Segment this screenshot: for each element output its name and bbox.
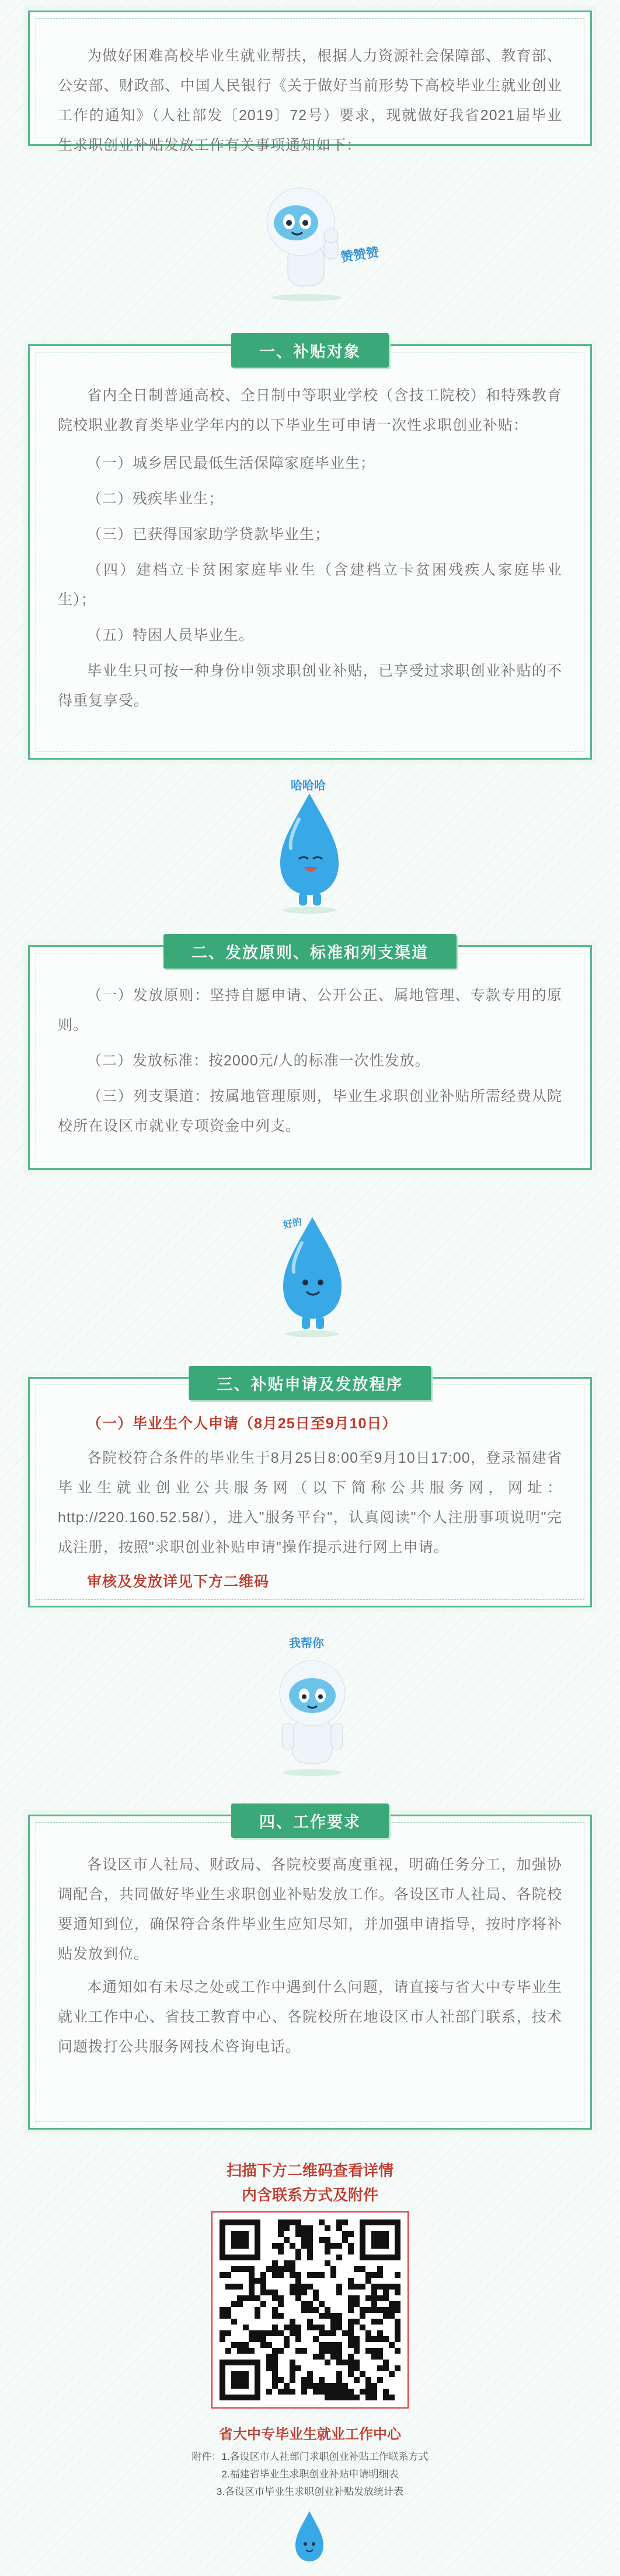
section-2-title: 二、发放原则、标准和列支渠道 [163, 934, 457, 969]
section-1-item-3: （三）已获得国家助学贷款毕业生； [87, 526, 330, 543]
section-3-box [28, 1377, 592, 1607]
section-1-box [28, 344, 592, 760]
mascot-1-caption: 赞赞赞 [339, 244, 380, 265]
section-2-item-1: （一）发放原则：坚持自愿申请、公开公正、属地管理、专款专用的原则。 [58, 987, 562, 1033]
section-2-box [28, 945, 592, 1170]
qr-code-icon [220, 2220, 400, 2400]
drop-mascot-icon [257, 790, 362, 918]
drop-mascot-2 [257, 776, 362, 916]
drop-mascot-bottom [286, 2509, 333, 2567]
section-3-body: 各院校符合条件的毕业生于8月25日8:00至9月10日17:00，登录福建省毕业生就业创业公共服务网（以下简称公共服务网，网址：http://220.160.52.58/），进入"服务平台"，认真阅读"个人注册事项说明"完成注册，按照"求职创业补贴申请"操作提示进行网上申请。 [58, 1450, 562, 1556]
section-4-p2: 本通知如有未尽之处或工作中遇到什么问题，请直接与省大中专毕业生就业工作中心、省技工教育中心、各院校所在地设区市人社部门联系，技术问题拨打公共服务网技术咨询电话。 [58, 1979, 562, 2055]
section-4-content [58, 1850, 562, 2062]
section-3-content [58, 1409, 562, 1597]
qr-org: 省大中专毕业生就业工作中心 [219, 2427, 401, 2442]
section-1-item-1: （一）城乡居民最低生活保障家庭毕业生； [87, 455, 376, 471]
qr-code[interactable] [211, 2211, 409, 2409]
section-1-item-5: （五）特困人员毕业生。 [87, 627, 255, 644]
section-2-content [58, 981, 562, 1141]
mascot-3-caption: 好的 [282, 1217, 303, 1231]
mascot-2-caption: 哈哈哈 [291, 780, 326, 792]
qr-attachment-1: 附件：1.各设区市人社部门求职创业补贴工作联系方式 [191, 2451, 429, 2462]
section-1-lead: 省内全日制普通高校、全日制中等职业学校（含技工院校）和特殊教育院校职业教育类毕业学年内的以下毕业生可申请一次性求职创业补贴： [58, 387, 562, 434]
robot-mascot-4 [260, 1634, 365, 1780]
section-1-item-4: （四）建档立卡贫困家庭毕业生（含建档立卡贫困残疾人家庭毕业生）； [58, 562, 562, 608]
qr-heading-1: 扫描下方二维码查看详情 [226, 2162, 393, 2179]
section-4-title: 四、工作要求 [231, 1803, 389, 1838]
qr-attachment-3: 3.各设区市毕业生求职创业补贴发放统计表 [216, 2486, 404, 2497]
robot-mascot-icon [231, 175, 394, 303]
section-4-p1: 各设区市人社局、财政局、各院校要高度重视，明确任务分工，加强协调配合，共同做好毕业生求职创业补贴发放工作。各设区市人社局、各院校要通知到位，确保符合条件毕业生应知尽知，并加强申请指导，按时序将补贴发放到位。 [58, 1857, 562, 1962]
section-3-subhead: （一）毕业生个人申请（8月25日至9月10日） [87, 1415, 398, 1432]
section-3-footer: 审核及发放详见下方二维码 [87, 1574, 270, 1590]
drop-mascot-icon [286, 2509, 333, 2567]
drop-mascot-icon [260, 1214, 365, 1342]
drop-mascot-3 [260, 1202, 365, 1342]
intro-box [28, 11, 592, 153]
section-3-title: 三、补贴申请及发放程序 [189, 1366, 431, 1400]
robot-mascot-icon [260, 1650, 365, 1778]
section-1-note: 毕业生只可按一种身份申领求职创业补贴，已享受过求职创业补贴的不得重复享受。 [58, 663, 562, 709]
robot-mascot-1 [231, 175, 394, 303]
qr-heading-2: 内含联系方式及附件 [241, 2186, 378, 2204]
section-4-box [28, 1815, 592, 2130]
mascot-4-caption: 我帮你 [289, 1637, 324, 1650]
intro-text: 为做好困难高校毕业生就业帮扶，根据人力资源社会保障部、教育部、公安部、财政部、中国人民银行《关于做好当前形势下高校毕业生就业创业工作的通知》（人社部发〔2019〕72号）要求，现就做好我省2021届毕业生求职创业补贴发放工作有关事项通知如下： [58, 48, 562, 153]
section-1-item-2: （二）残疾毕业生； [87, 491, 224, 507]
section-1-content [58, 381, 562, 716]
qr-attachment-2: 2.福建省毕业生求职创业补贴申请明细表 [221, 2469, 399, 2480]
section-2-item-3: （三）列支渠道：按属地管理原则，毕业生求职创业补贴所需经费从院校所在设区市就业专项资金中列支。 [58, 1088, 562, 1134]
section-1-title: 一、补贴对象 [231, 333, 389, 368]
section-2-item-2: （二）发放标准：按2000元/人的标准一次性发放。 [87, 1053, 430, 1069]
